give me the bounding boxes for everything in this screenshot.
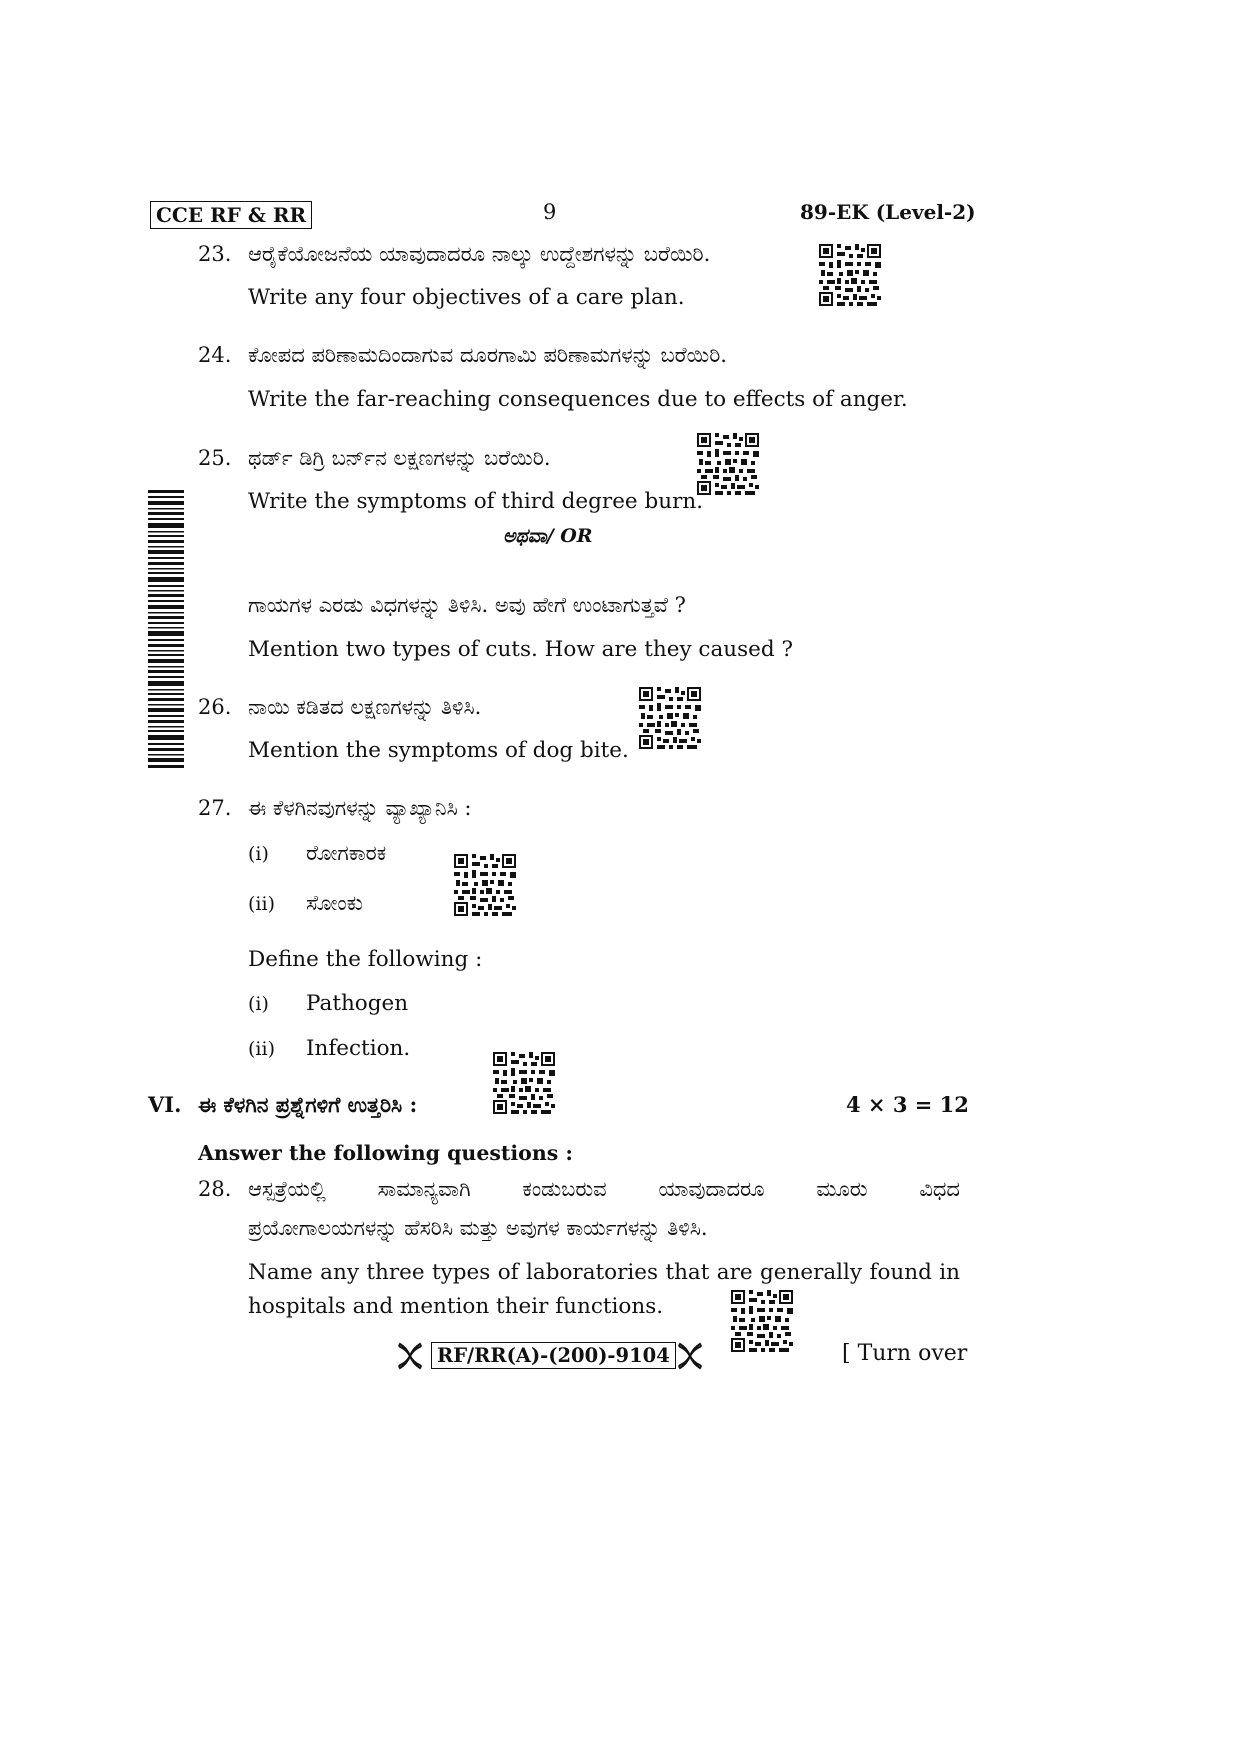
section-title-kannada: ಈ ಕೆಳಗಿನ ಪ್ರಶ್ನೆಗಳಿಗೆ ಉತ್ತರಿಸಿ : (198, 1092, 418, 1117)
section-marks: 4 × 3 = 12 (846, 1092, 969, 1117)
list-item-label: (ii) (248, 1038, 275, 1060)
flourish-icon (395, 1341, 425, 1371)
barcode-icon (148, 490, 186, 770)
qr-code-icon (731, 1290, 793, 1352)
question-text-kannada: ಪ್ರಯೋಗಾಲಯಗಳನ್ನು ಹೆಸರಿಸಿ ಮತ್ತು ಅವುಗಳ ಕಾರ್ಯಗಳನ್ನು ತಿಳಿಸಿ. (248, 1216, 708, 1240)
question-number: 24. (198, 343, 232, 367)
question-text-kannada: ಆಸ್ಪತ್ರೆಯಲ್ಲಿ ಸಾಮಾನ್ಯವಾಗಿ ಕಂಡುಬರುವ ಯಾವುದಾದರೂ ಮೂರು ವಿಧದ (248, 1177, 960, 1201)
question-number: 25. (198, 446, 232, 470)
header-code-box: CCE RF & RR (150, 201, 312, 229)
qr-code-icon (454, 854, 516, 916)
paper-code: 89-EK (Level-2) (800, 200, 976, 224)
question-text-kannada: ಥರ್ಡ್ ಡಿಗ್ರಿ ಬರ್ನ್‌ನ ಲಕ್ಷಣಗಳನ್ನು ಬರೆಯಿರಿ. (248, 446, 551, 470)
qr-code-icon (493, 1052, 555, 1114)
turn-over-label: [ Turn over (842, 1341, 968, 1366)
question-text-english: Define the following : (248, 947, 483, 972)
question-text-english: Write any four objectives of a care plan. (248, 285, 685, 310)
question-text-kannada: ಈ ಕೆಳಗಿನವುಗಳನ್ನು ವ್ಯಾಖ್ಯಾನಿಸಿ : (248, 796, 472, 820)
question-number: 27. (198, 796, 232, 820)
question-text-english: Write the far-reaching consequences due to effects of anger. (248, 387, 908, 412)
list-item-label: (ii) (248, 893, 275, 915)
or-label: ಅಥವಾ/ OR (503, 525, 593, 547)
list-item-text: ಸೋಂಕು (306, 891, 363, 915)
section-title-english: Answer the following questions : (198, 1141, 573, 1165)
qr-code-icon (819, 244, 881, 306)
footer-code: RF/RR(A)-(200)-9104 (431, 1342, 676, 1369)
question-number: 26. (198, 695, 232, 719)
list-item-text: Pathogen (306, 991, 409, 1016)
question-text-kannada: ಆರೈಕೆಯೋಜನೆಯ ಯಾವುದಾದರೂ ನಾಲ್ಕು ಉದ್ದೇಶಗಳನ್ನು ಬರೆಯಿರಿ. (248, 242, 711, 266)
list-item-text: Infection. (306, 1036, 411, 1061)
list-item-text: ರೋಗಕಾರಕ (306, 841, 387, 865)
question-text-english: hospitals and mention their functions. (248, 1294, 664, 1319)
question-text-english: Name any three types of laboratories that are generally found in (248, 1260, 960, 1285)
page-number: 9 (543, 200, 557, 224)
qr-code-icon (639, 687, 701, 749)
question-text-kannada: ಕೋಪದ ಪರಿಣಾಮದಿಂದಾಗುವ ದೂರಗಾಮಿ ಪರಿಣಾಮಗಳನ್ನು ಬರೆಯಿರಿ. (248, 343, 727, 367)
section-numeral: VI. (148, 1092, 182, 1117)
qr-code-icon (697, 433, 759, 495)
question-number: 28. (198, 1177, 232, 1201)
question-text-english: Mention the symptoms of dog bite. (248, 738, 629, 763)
question-text-english: Write the symptoms of third degree burn. (248, 489, 704, 514)
question-text-kannada: ನಾಯಿ ಕಡಿತದ ಲಕ್ಷಣಗಳನ್ನು ತಿಳಿಸಿ. (248, 695, 482, 719)
flourish-icon (675, 1341, 705, 1371)
question-alt-english: Mention two types of cuts. How are they caused ? (248, 637, 794, 662)
list-item-label: (i) (248, 993, 269, 1015)
question-number: 23. (198, 242, 232, 266)
question-alt-kannada: ಗಾಯಗಳ ಎರಡು ವಿಧಗಳನ್ನು ತಿಳಿಸಿ. ಅವು ಹೇಗೆ ಉಂಟಾಗುತ್ತವೆ ? (248, 593, 686, 617)
list-item-label: (i) (248, 843, 269, 865)
